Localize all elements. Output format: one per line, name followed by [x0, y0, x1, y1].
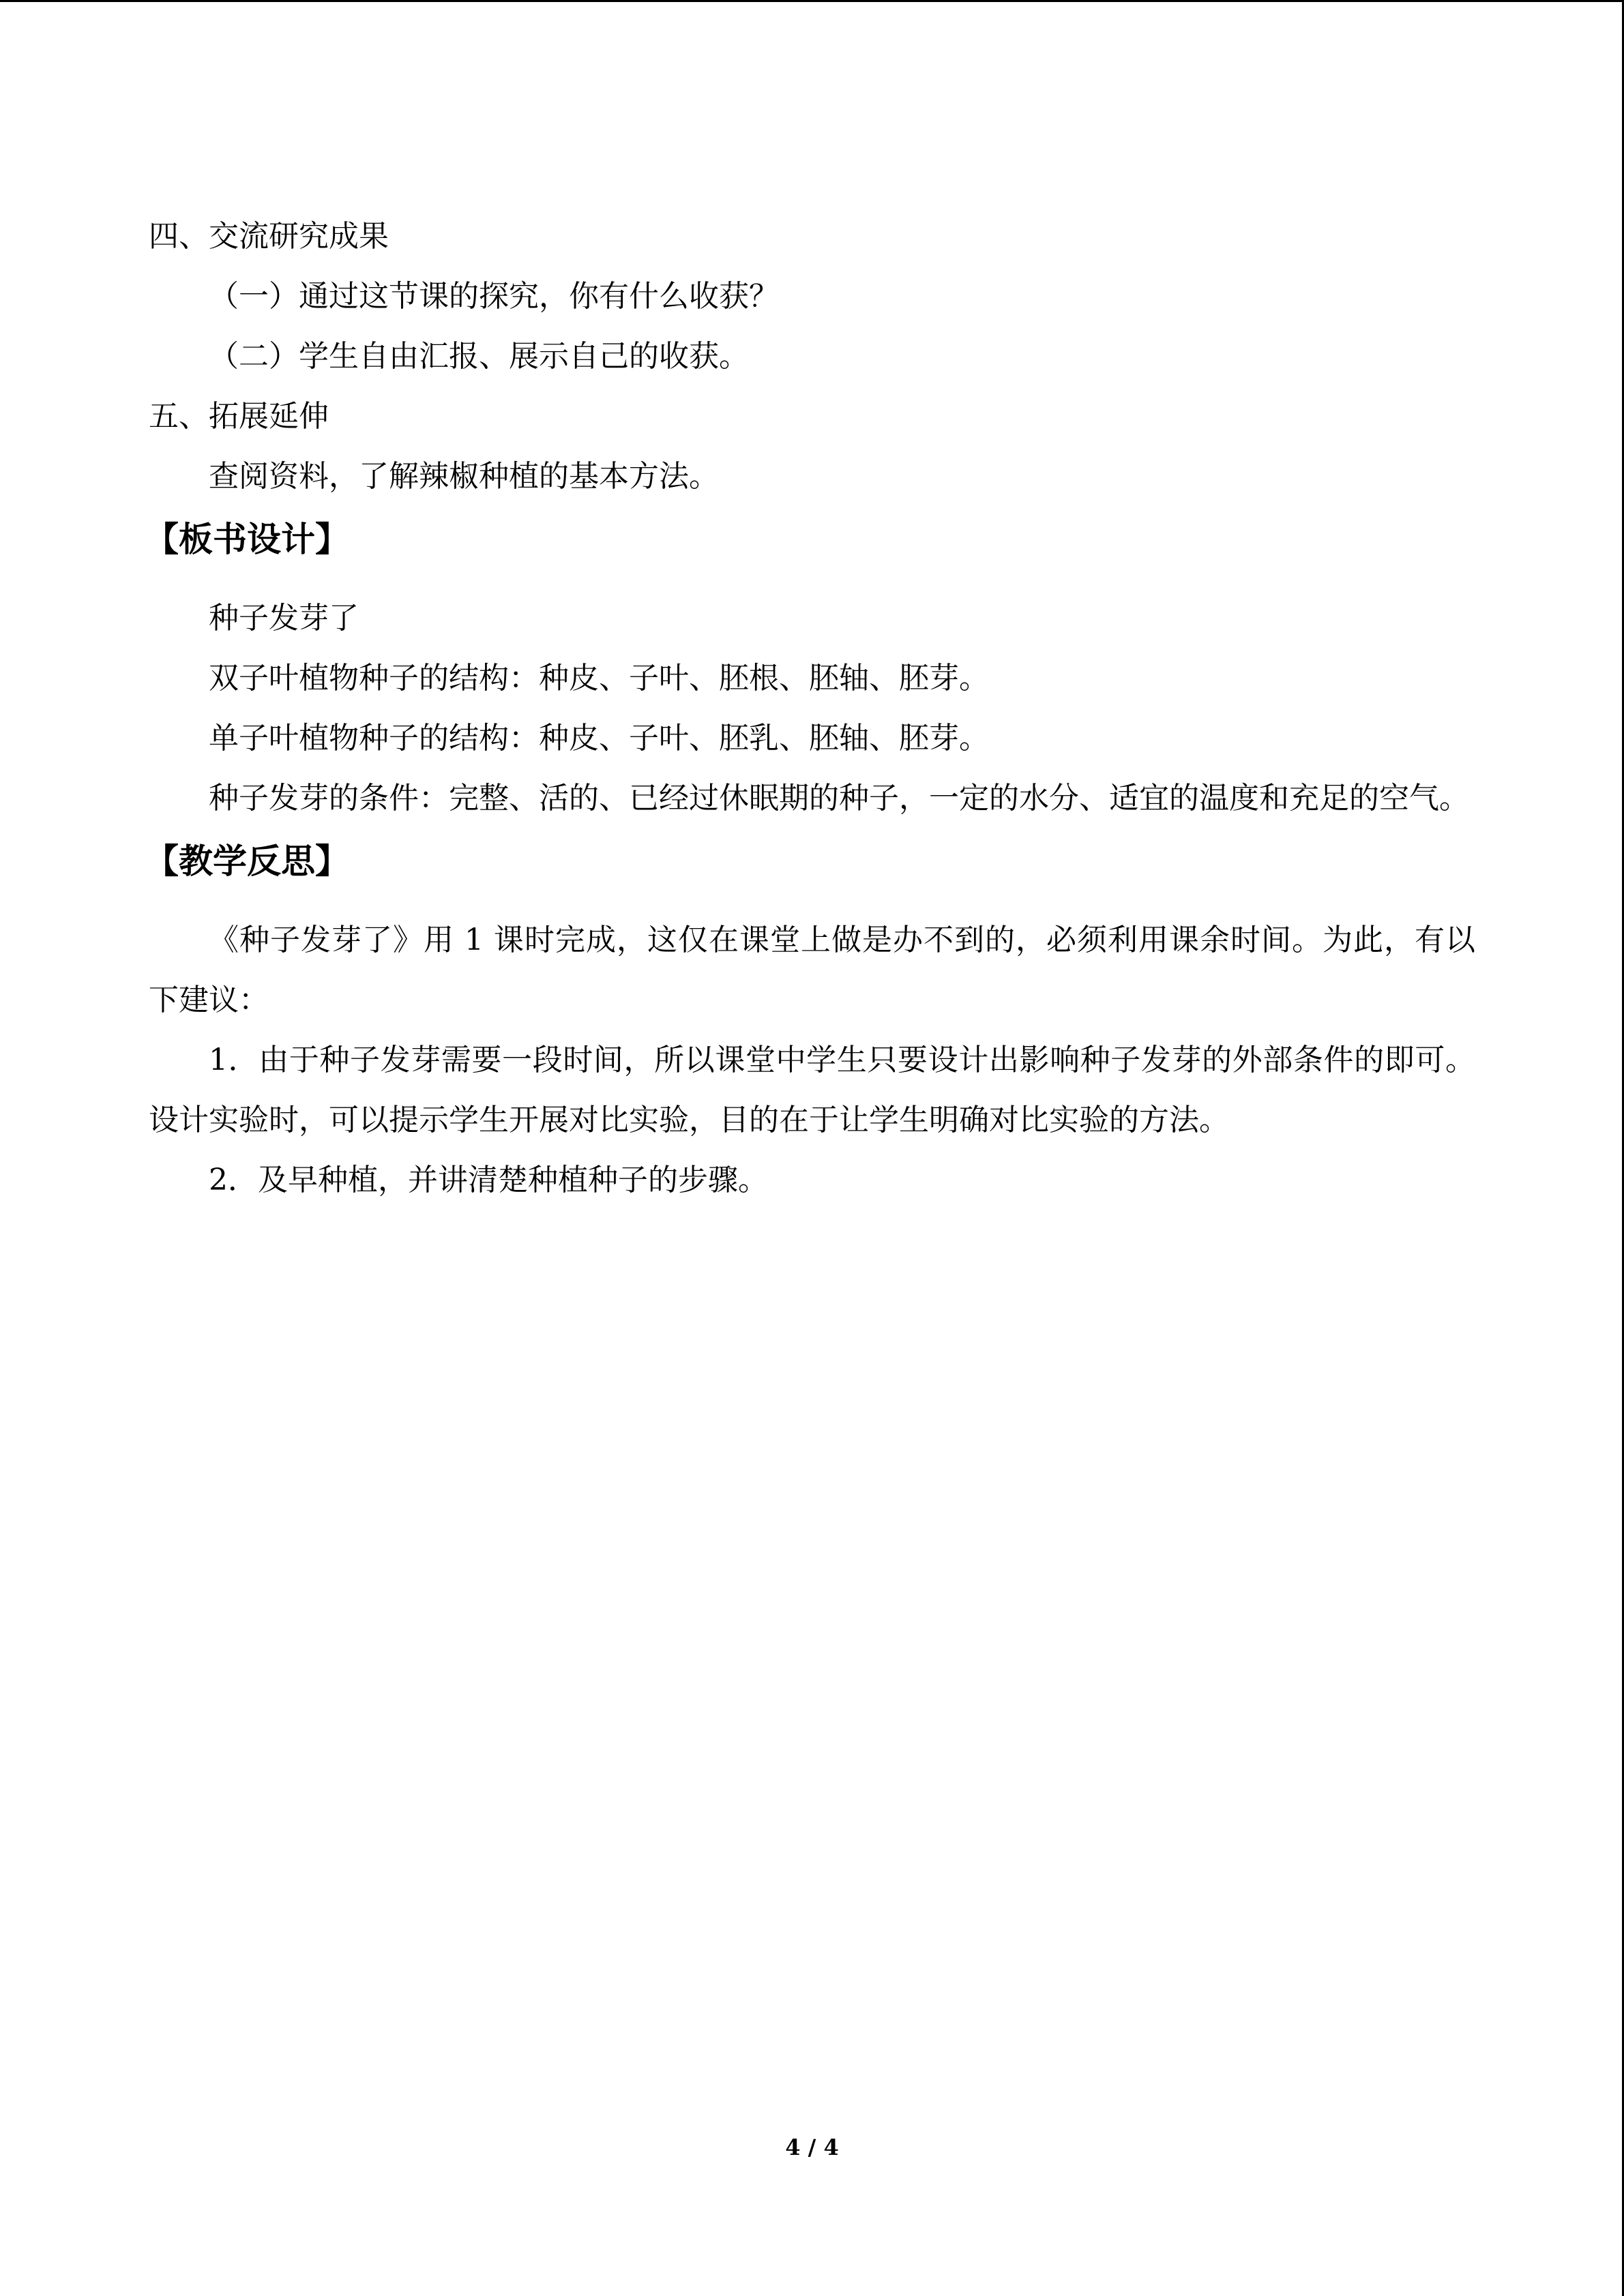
page-content [145, 207, 1475, 1210]
heading-spacer [149, 894, 1475, 910]
section-five-title: 五、拓展延伸 [149, 399, 329, 434]
reflection-intro: 《种子发芽了》用 1 课时完成，这仅在课堂上做是办不到的，必须利用课余时间。为此，有以下建议： [149, 923, 1475, 1017]
reflection-point-1: 1．由于种子发芽需要一段时间，所以课堂中学生只要设计出影响种子发芽的外部条件的即可。设计实验时，可以提示学生开展对比实验，目的在于让学生明确对比实验的方法。 [149, 1043, 1475, 1137]
section-five-text: 查阅资料，了解辣椒种植的基本方法。 [209, 459, 719, 494]
board-design-line-2: 单子叶植物种子的结构：种皮、子叶、胚乳、胚轴、胚芽。 [209, 721, 989, 756]
board-design-title: 种子发芽了 [209, 601, 359, 636]
section-four-item-1: （一）通过这节课的探究，你有什么收获？ [209, 279, 779, 314]
board-design-line-1: 双子叶植物种子的结构：种皮、子叶、胚根、胚轴、胚芽。 [209, 661, 989, 696]
page-number: 4 / 4 [785, 2134, 839, 2160]
section-four-title: 四、交流研究成果 [149, 219, 389, 254]
reflection-point-2: 2．及早种植，并讲清楚种植种子的步骤。 [209, 1163, 768, 1197]
reflection-heading: 【教学反思】 [145, 841, 349, 881]
board-design-heading: 【板书设计】 [145, 520, 349, 559]
heading-spacer [149, 572, 1475, 588]
board-design-line-3: 种子发芽的条件：完整、活的、已经过休眠期的种子，一定的水分、适宜的温度和充足的空气。 [209, 781, 1469, 816]
section-four-item-2: （二）学生自由汇报、展示自己的收获。 [209, 339, 749, 374]
